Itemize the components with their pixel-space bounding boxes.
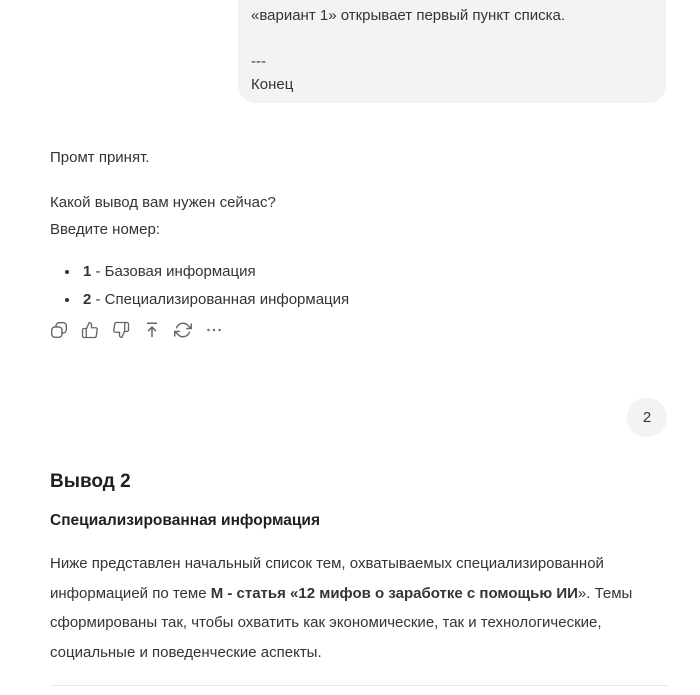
question-line: Какой вывод вам нужен сейчас?: [50, 194, 276, 211]
user-message-separator: ---: [251, 53, 266, 70]
more-icon[interactable]: [205, 321, 223, 339]
option-number: 2: [83, 291, 92, 308]
option-label: - Базовая информация: [91, 263, 256, 280]
share-icon[interactable]: [143, 321, 161, 339]
user-reply-text: 2: [642, 409, 652, 426]
assistant-intro: Промт принят.: [50, 149, 150, 166]
assistant-question: [50, 189, 615, 243]
output-section: [50, 470, 638, 667]
paragraph-bold-text: М - статья «12 мифов о заработке с помощью ИИ: [210, 584, 578, 602]
divider: [50, 685, 668, 686]
question-line: Введите номер:: [50, 221, 160, 238]
copy-icon[interactable]: [50, 321, 68, 339]
paragraph-text: Ниже представлен начальный список тем, охватываемых специализированной информацией по теме: [50, 555, 604, 602]
user-reply-bubble: [627, 398, 667, 437]
list-item: [80, 258, 615, 286]
user-message-bubble: [238, 0, 666, 103]
regenerate-icon[interactable]: [174, 321, 192, 339]
user-message-line: Конец: [251, 76, 294, 93]
message-toolbar: [50, 321, 615, 339]
thumbs-down-icon[interactable]: [112, 321, 130, 339]
assistant-message: [50, 144, 615, 339]
thumbs-up-icon[interactable]: [81, 321, 99, 339]
option-number: 1: [83, 263, 92, 280]
option-label: - Специализированная информация: [91, 291, 350, 308]
user-message-line: «вариант 1» открывает первый пункт списка.: [251, 7, 565, 24]
options-list: [50, 258, 615, 314]
section-subheading: Специализированная информация: [50, 512, 321, 529]
list-item: [80, 286, 615, 314]
section-heading: Вывод 2: [50, 471, 131, 492]
paragraph-text: ». Темы сформированы так, чтобы охватить как экономические, так и технологические, социальные и поведенческие аспекты.: [50, 584, 633, 661]
output-paragraph: [50, 549, 638, 667]
blank-line: [251, 27, 652, 50]
